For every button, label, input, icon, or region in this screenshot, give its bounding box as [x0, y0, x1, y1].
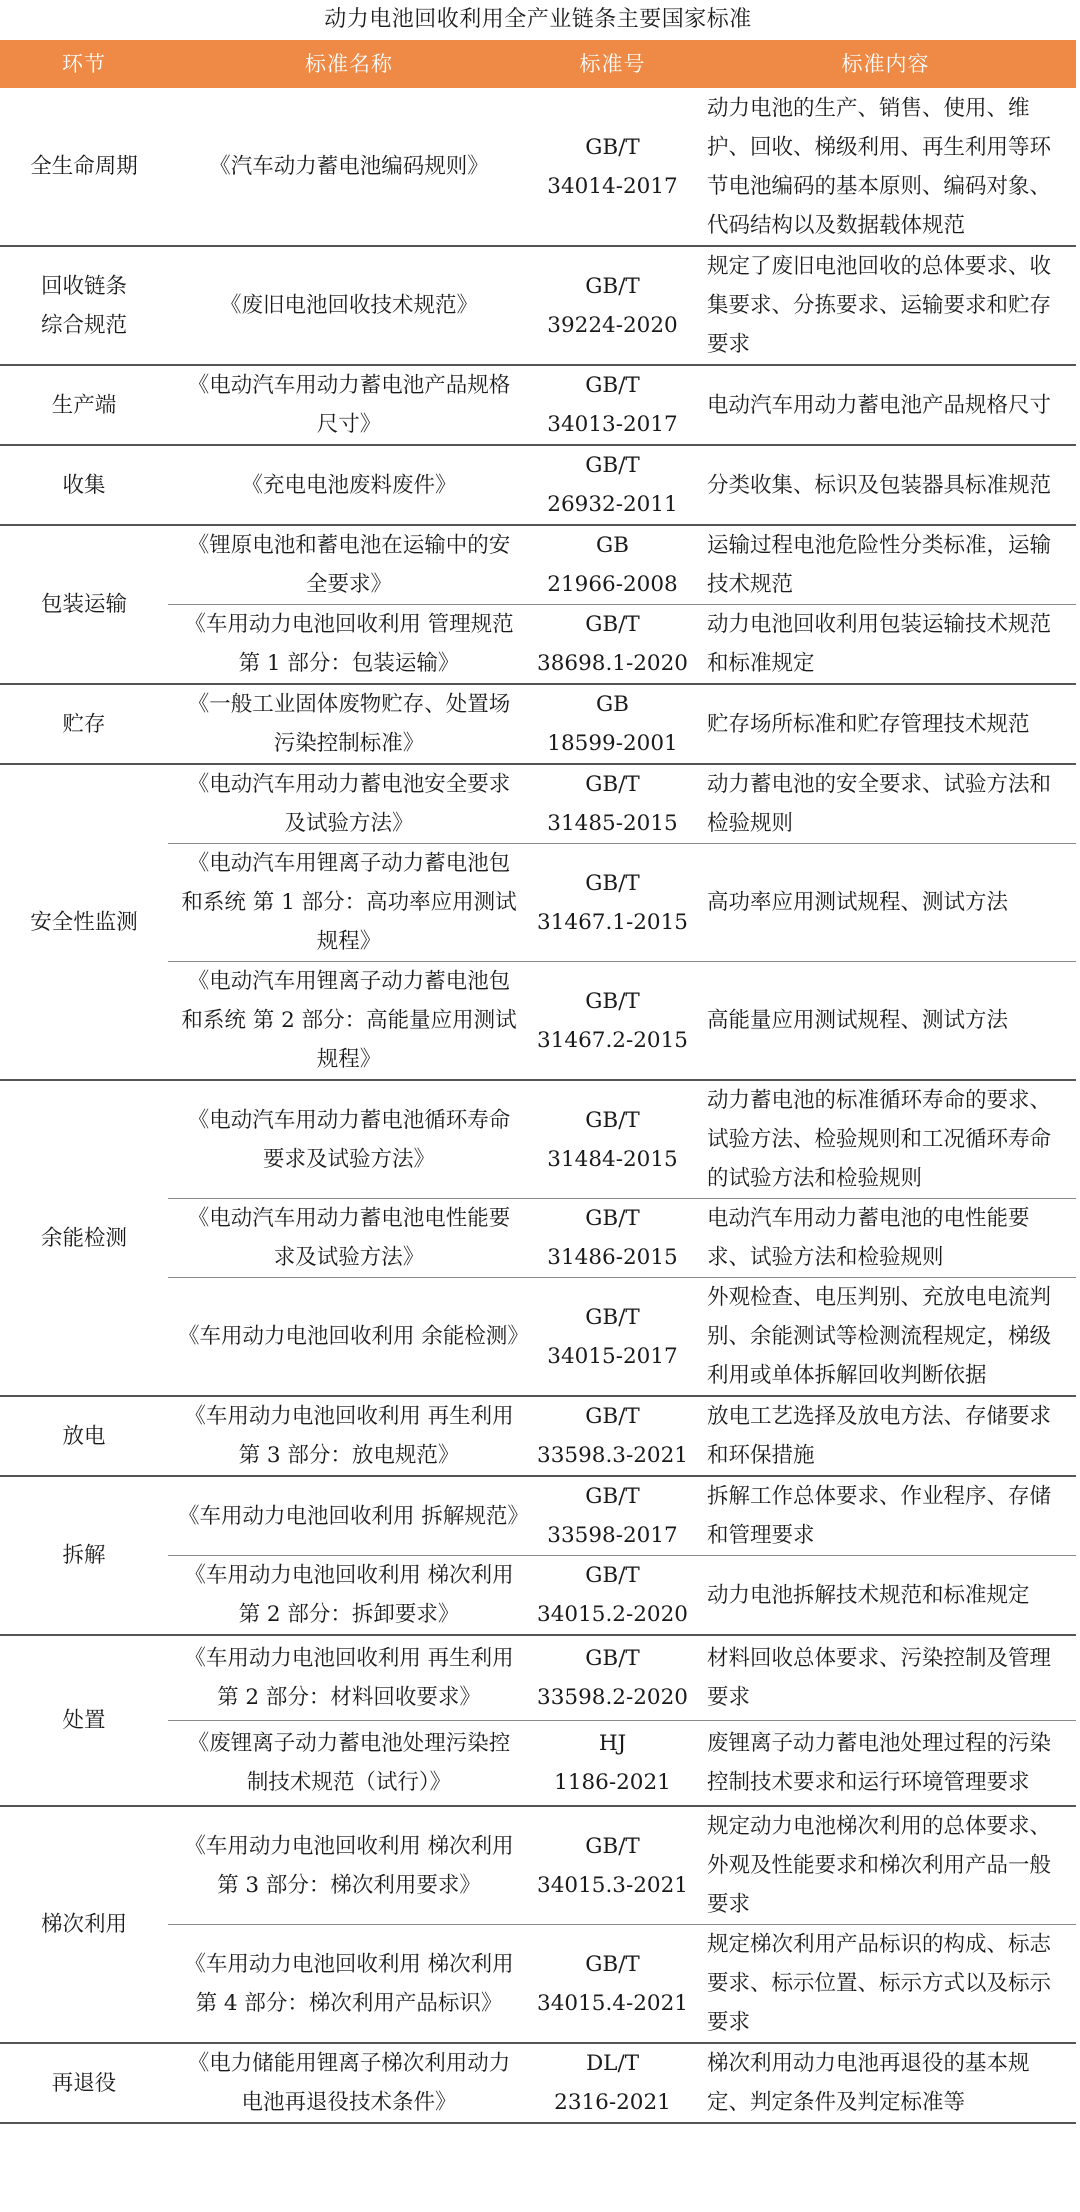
cell-standard-content: 规定动力电池梯次利用的总体要求、外观及性能要求和梯次利用产品一般要求	[695, 1806, 1076, 1925]
cell-standard-content: 高功率应用测试规程、测试方法	[695, 844, 1076, 962]
table-row	[0, 1806, 1076, 1925]
cell-stage: 收集	[0, 445, 168, 525]
header-standard-code: 标准号	[530, 40, 695, 88]
cell-standard-name: 《电动汽车用动力蓄电池安全要求及试验方法》	[168, 764, 530, 844]
cell-standard-name: 《车用动力电池回收利用 梯次利用 第 4 部分：梯次利用产品标识》	[168, 1925, 530, 2044]
table-row	[0, 1635, 1076, 1720]
cell-standard-code: GB/T 31484-2015	[530, 1080, 695, 1199]
header-standard-content: 标准内容	[695, 40, 1076, 88]
cell-standard-code: GB/T 34015-2017	[530, 1278, 695, 1397]
cell-standard-code: GB/T 26932-2011	[530, 445, 695, 525]
cell-standard-code: GB/T 34013-2017	[530, 365, 695, 445]
cell-stage: 生产端	[0, 365, 168, 445]
table-body	[0, 88, 1076, 2123]
cell-standard-content: 规定了废旧电池回收的总体要求、收集要求、分拣要求、运输要求和贮存要求	[695, 246, 1076, 365]
cell-standard-code: GB/T 34015.2-2020	[530, 1556, 695, 1636]
cell-standard-code: DL/T 2316-2021	[530, 2043, 695, 2123]
header-stage: 环节	[0, 40, 168, 88]
cell-standard-code: GB/T 38698.1-2020	[530, 605, 695, 685]
cell-standard-content: 外观检查、电压判别、充放电电流判别、余能测试等检测流程规定，梯级利用或单体拆解回收判断依据	[695, 1278, 1076, 1397]
standards-table	[0, 40, 1076, 2124]
cell-standard-name: 《车用动力电池回收利用 梯次利用 第 2 部分：拆卸要求》	[168, 1556, 530, 1636]
table-row	[0, 1396, 1076, 1476]
cell-standard-code: GB/T 33598-2017	[530, 1476, 695, 1556]
cell-standard-content: 动力电池回收利用包装运输技术规范和标准规定	[695, 605, 1076, 685]
cell-standard-content: 高能量应用测试规程、测试方法	[695, 962, 1076, 1081]
cell-standard-content: 放电工艺选择及放电方法、存储要求和环保措施	[695, 1396, 1076, 1476]
cell-standard-content: 动力蓄电池的安全要求、试验方法和检验规则	[695, 764, 1076, 844]
cell-standard-name: 《汽车动力蓄电池编码规则》	[168, 88, 530, 246]
cell-standard-content: 运输过程电池危险性分类标准，运输技术规范	[695, 525, 1076, 605]
cell-standard-code: GB/T 34015.4-2021	[530, 1925, 695, 2044]
cell-standard-content: 梯次利用动力电池再退役的基本规定、判定条件及判定标准等	[695, 2043, 1076, 2123]
table-row	[0, 88, 1076, 246]
cell-standard-name: 《电动汽车用锂离子动力蓄电池包和系统 第 2 部分：高能量应用测试规程》	[168, 962, 530, 1081]
cell-standard-name: 《电力储能用锂离子梯次利用动力电池再退役技术条件》	[168, 2043, 530, 2123]
cell-standard-name: 《电动汽车用动力蓄电池电性能要求及试验方法》	[168, 1199, 530, 1278]
cell-standard-content: 分类收集、标识及包装器具标准规范	[695, 445, 1076, 525]
cell-stage: 拆解	[0, 1476, 168, 1635]
cell-standard-content: 动力电池的生产、销售、使用、维护、回收、梯级利用、再生利用等环节电池编码的基本原则、编码对象、代码结构以及数据载体规范	[695, 88, 1076, 246]
cell-standard-name: 《一般工业固体废物贮存、处置场污染控制标准》	[168, 684, 530, 764]
cell-standard-code: GB 18599-2001	[530, 684, 695, 764]
cell-standard-content: 电动汽车用动力蓄电池的电性能要求、试验方法和检验规则	[695, 1199, 1076, 1278]
cell-standard-content: 废锂离子动力蓄电池处理过程的污染控制技术要求和运行环境管理要求	[695, 1720, 1076, 1806]
cell-standard-name: 《车用动力电池回收利用 余能检测》	[168, 1278, 530, 1397]
cell-stage: 全生命周期	[0, 88, 168, 246]
table-row	[0, 365, 1076, 445]
table-row	[0, 1080, 1076, 1199]
cell-stage: 处置	[0, 1635, 168, 1806]
cell-stage: 包装运输	[0, 525, 168, 684]
cell-standard-name: 《车用动力电池回收利用 再生利用 第 2 部分：材料回收要求》	[168, 1635, 530, 1720]
cell-standard-name: 《车用动力电池回收利用 梯次利用 第 3 部分：梯次利用要求》	[168, 1806, 530, 1925]
table-row	[0, 2043, 1076, 2123]
cell-standard-code: GB/T 34014-2017	[530, 88, 695, 246]
header-standard-name: 标准名称	[168, 40, 530, 88]
table-title: 动力电池回收利用全产业链条主要国家标准	[324, 7, 752, 32]
cell-standard-name: 《车用动力电池回收利用 管理规范 第 1 部分：包装运输》	[168, 605, 530, 685]
cell-standard-name: 《废锂离子动力蓄电池处理污染控制技术规范（试行）》	[168, 1720, 530, 1806]
cell-standard-name: 《车用动力电池回收利用 拆解规范》	[168, 1476, 530, 1556]
cell-stage: 放电	[0, 1396, 168, 1476]
table-row	[0, 764, 1076, 844]
cell-standard-content: 拆解工作总体要求、作业程序、存储和管理要求	[695, 1476, 1076, 1556]
cell-stage: 梯次利用	[0, 1806, 168, 2043]
cell-standard-code: GB 21966-2008	[530, 525, 695, 605]
cell-standard-content: 贮存场所标准和贮存管理技术规范	[695, 684, 1076, 764]
cell-standard-code: GB/T 31485-2015	[530, 764, 695, 844]
cell-standard-content: 规定梯次利用产品标识的构成、标志要求、标示位置、标示方式以及标示要求	[695, 1925, 1076, 2044]
cell-standard-code: GB/T 39224-2020	[530, 246, 695, 365]
cell-standard-code: GB/T 31467.1-2015	[530, 844, 695, 962]
cell-stage: 安全性监测	[0, 764, 168, 1080]
table-row	[0, 684, 1076, 764]
cell-standard-name: 《充电电池废料废件》	[168, 445, 530, 525]
cell-standard-name: 《电动汽车用动力蓄电池产品规格尺寸》	[168, 365, 530, 445]
cell-standard-content: 电动汽车用动力蓄电池产品规格尺寸	[695, 365, 1076, 445]
cell-stage: 贮存	[0, 684, 168, 764]
table-row	[0, 246, 1076, 365]
cell-standard-content: 材料回收总体要求、污染控制及管理要求	[695, 1635, 1076, 1720]
cell-standard-code: GB/T 31486-2015	[530, 1199, 695, 1278]
cell-stage: 回收链条 综合规范	[0, 246, 168, 365]
cell-standard-name: 《电动汽车用锂离子动力蓄电池包和系统 第 1 部分：高功率应用测试规程》	[168, 844, 530, 962]
table-row	[0, 445, 1076, 525]
header-row	[0, 40, 1076, 88]
table-row	[0, 1476, 1076, 1556]
cell-standard-code: GB/T 31467.2-2015	[530, 962, 695, 1081]
cell-standard-content: 动力蓄电池的标准循环寿命的要求、试验方法、检验规则和工况循环寿命的试验方法和检验规则	[695, 1080, 1076, 1199]
cell-standard-code: GB/T 33598.3-2021	[530, 1396, 695, 1476]
cell-standard-name: 《车用动力电池回收利用 再生利用 第 3 部分：放电规范》	[168, 1396, 530, 1476]
cell-standard-code: GB/T 34015.3-2021	[530, 1806, 695, 1925]
cell-stage: 余能检测	[0, 1080, 168, 1396]
cell-stage: 再退役	[0, 2043, 168, 2123]
cell-standard-code: GB/T 33598.2-2020	[530, 1635, 695, 1720]
table-row	[0, 525, 1076, 605]
cell-standard-name: 《废旧电池回收技术规范》	[168, 246, 530, 365]
cell-standard-name: 《锂原电池和蓄电池在运输中的安全要求》	[168, 525, 530, 605]
cell-standard-name: 《电动汽车用动力蓄电池循环寿命要求及试验方法》	[168, 1080, 530, 1199]
cell-standard-code: HJ 1186-2021	[530, 1720, 695, 1806]
cell-standard-content: 动力电池拆解技术规范和标准规定	[695, 1556, 1076, 1636]
